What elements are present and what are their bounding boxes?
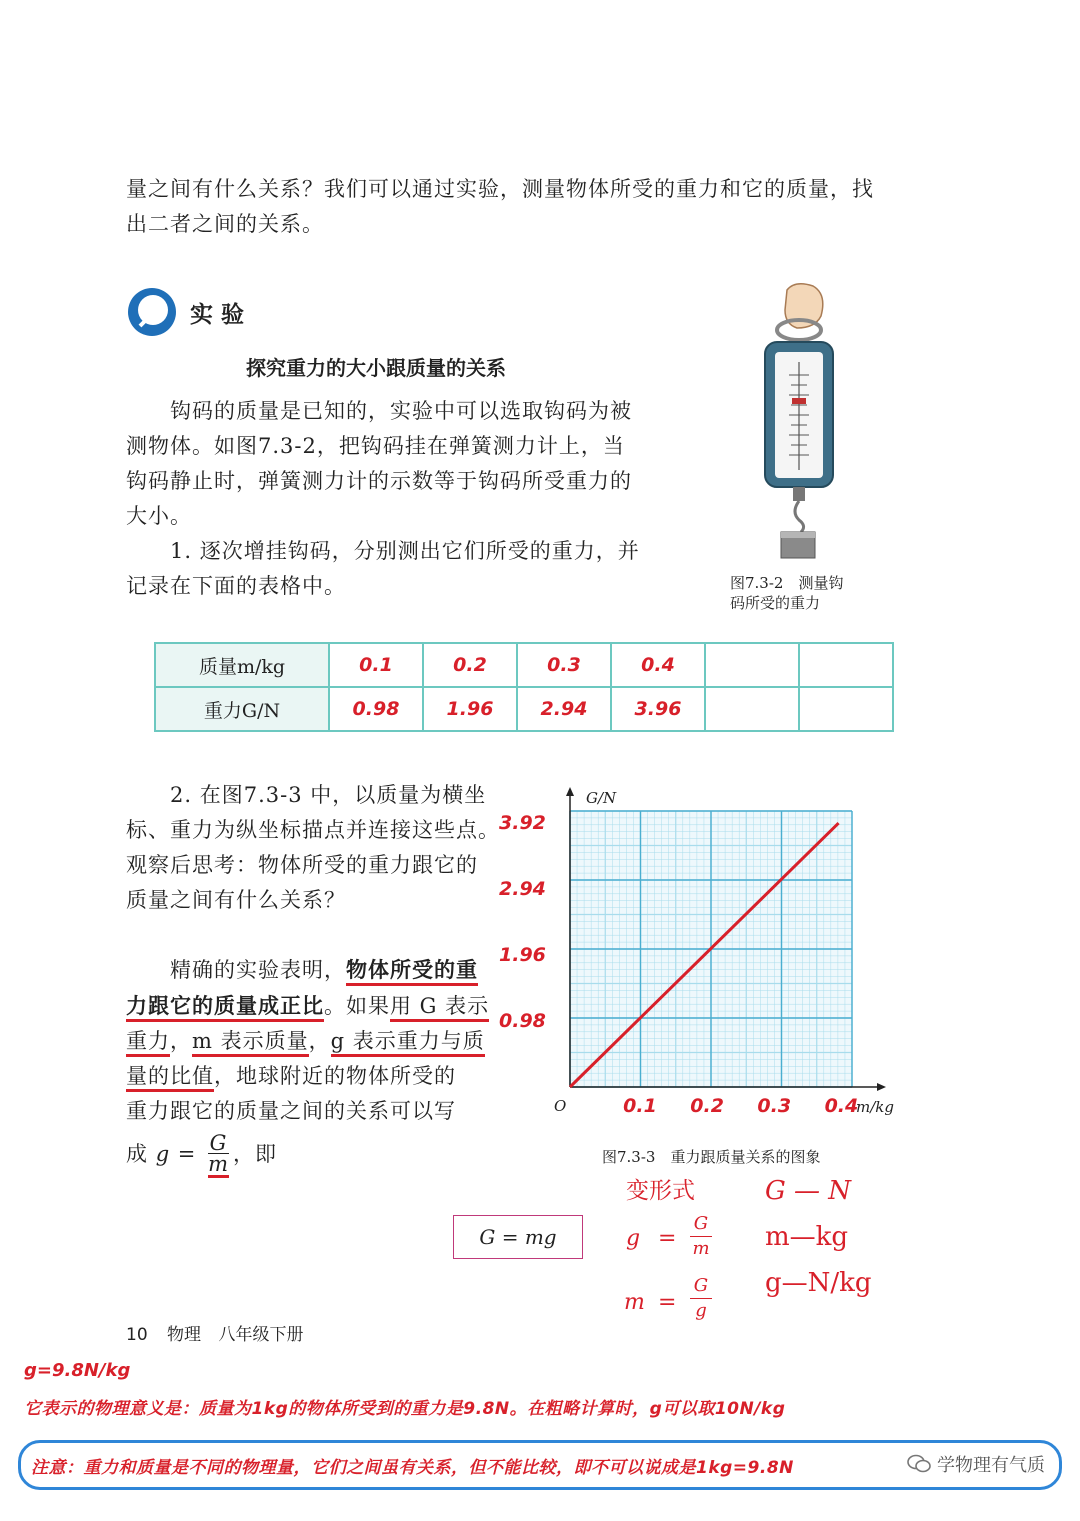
step2-paragraph: 2. 在图7.3-3 中，以质量为横坐 标、重力为纵坐标描点并连接这些点。 观察后思考：物体所受的重力跟它的 质量之间有什么关系？ <box>126 783 500 912</box>
unit-m-kg: m—kg <box>765 1222 849 1252</box>
experiment-paragraph: 钩码的质量是已知的，实验中可以选取钩码为被 测物体。如图7.3-2，把钩码挂在弹簧测力计上，当 钩码静止时，弹簧测力计的示数等于钩码所受重力的 大小。 1. 逐次增挂钩码，分别测出它们所受的重力，并 记录在下面的表格中。 <box>126 399 640 598</box>
note-meaning: 它表示的物理意义是：质量为1kg的物体所受到的重力是9.8N。在粗略计算时，g可以取10N/kg <box>24 1399 786 1419</box>
table-cell: 3.96 <box>611 687 705 731</box>
table-header-weight: 重力G/N <box>155 687 329 731</box>
data-table <box>154 642 894 732</box>
warning-note-box <box>18 1440 1062 1490</box>
section-title: 实 验 <box>190 302 245 328</box>
chart-title: 图7.3-3 重力跟质量关系的图象 <box>602 1148 821 1166</box>
y-axis-arrow <box>566 787 574 796</box>
variant-g-fraction: G m <box>690 1212 712 1261</box>
figure-caption-7-3-2: 图7.3-2 测量钩 码所受的重力 <box>730 574 844 612</box>
experiment-icon <box>126 286 178 338</box>
y-tick-label: 0.98 <box>499 1010 546 1033</box>
footer-subject: 物理 <box>167 1325 202 1345</box>
experiment-title: 探究重力的大小跟质量的关系 <box>246 356 506 380</box>
variant-m-left: m <box>624 1290 645 1315</box>
variant-g-left: g <box>626 1226 641 1251</box>
spring-scale-illustration <box>735 280 865 565</box>
g-formula-fraction: $\frac{G}{m}$ <box>208 1131 230 1176</box>
wechat-icon <box>907 1454 931 1474</box>
x-tick-label: 0.2 <box>690 1095 724 1117</box>
watermark: 学物理有气质 <box>903 1449 1053 1479</box>
unit-g-n-kg: g—N/kg <box>765 1268 872 1298</box>
table-cell: 0.1 <box>329 643 423 687</box>
variant-g-eq: = <box>658 1226 677 1251</box>
conclusion-paragraph: 精确的实验表明，物体所受的重 力跟它的质量成正比。如果用 G 表示 重力，m 表示质量，g 表示重力与质 量的比值，地球附近的物体所受的 重力跟它的质量之间的关系可以写 成 g = $\frac{G}{m}$ ，即 <box>126 957 490 1176</box>
y-tick-label: 1.96 <box>499 944 546 967</box>
footer-book: 八年级下册 <box>218 1325 304 1345</box>
page-footer <box>126 1320 303 1345</box>
page-number: 10 <box>126 1325 148 1345</box>
table-cell <box>705 687 799 731</box>
weight-mass-chart <box>495 785 905 1125</box>
table-cell <box>705 643 799 687</box>
y-tick-label: 2.94 <box>499 878 546 901</box>
table-header-mass: 质量m/kg <box>155 643 329 687</box>
table-cell <box>799 643 893 687</box>
variant-m-fraction: G g <box>690 1274 712 1323</box>
variants-title: 变形式 <box>626 1178 695 1204</box>
unit-g-n: G — N <box>765 1176 852 1206</box>
table-row <box>155 687 893 731</box>
chart-svg <box>495 785 905 1125</box>
y-axis-label: G/N <box>586 789 617 807</box>
table-cell: 1.96 <box>423 687 517 731</box>
formula-box: G = mg <box>453 1215 583 1259</box>
table-cell: 0.98 <box>329 687 423 731</box>
table-cell: 2.94 <box>517 687 611 731</box>
table-cell: 0.3 <box>517 643 611 687</box>
y-tick-label: 3.92 <box>499 812 546 835</box>
table-row <box>155 643 893 687</box>
x-axis-label: m/kg <box>856 1098 894 1116</box>
table-cell: 0.4 <box>611 643 705 687</box>
x-axis-arrow <box>877 1083 886 1091</box>
x-tick-label: 0.1 <box>623 1095 657 1117</box>
variant-m-eq: = <box>658 1290 677 1315</box>
note-g-value: g=9.8N/kg <box>24 1360 131 1381</box>
warning-note-text: 注意：重力和质量是不同的物理量，它们之间虽有关系，但不能比较，即不可以说成是1kg=9.8N <box>31 1458 794 1478</box>
x-tick-label: 0.4 <box>824 1095 859 1117</box>
origin-label: O <box>554 1097 567 1115</box>
x-tick-label: 0.3 <box>757 1095 792 1117</box>
table-cell: 0.2 <box>423 643 517 687</box>
intro-text: 量之间有什么关系？我们可以通过实验，测量物体所受的重力和它的质量，找 出二者之间的关系。 <box>126 177 874 236</box>
table-cell <box>799 687 893 731</box>
